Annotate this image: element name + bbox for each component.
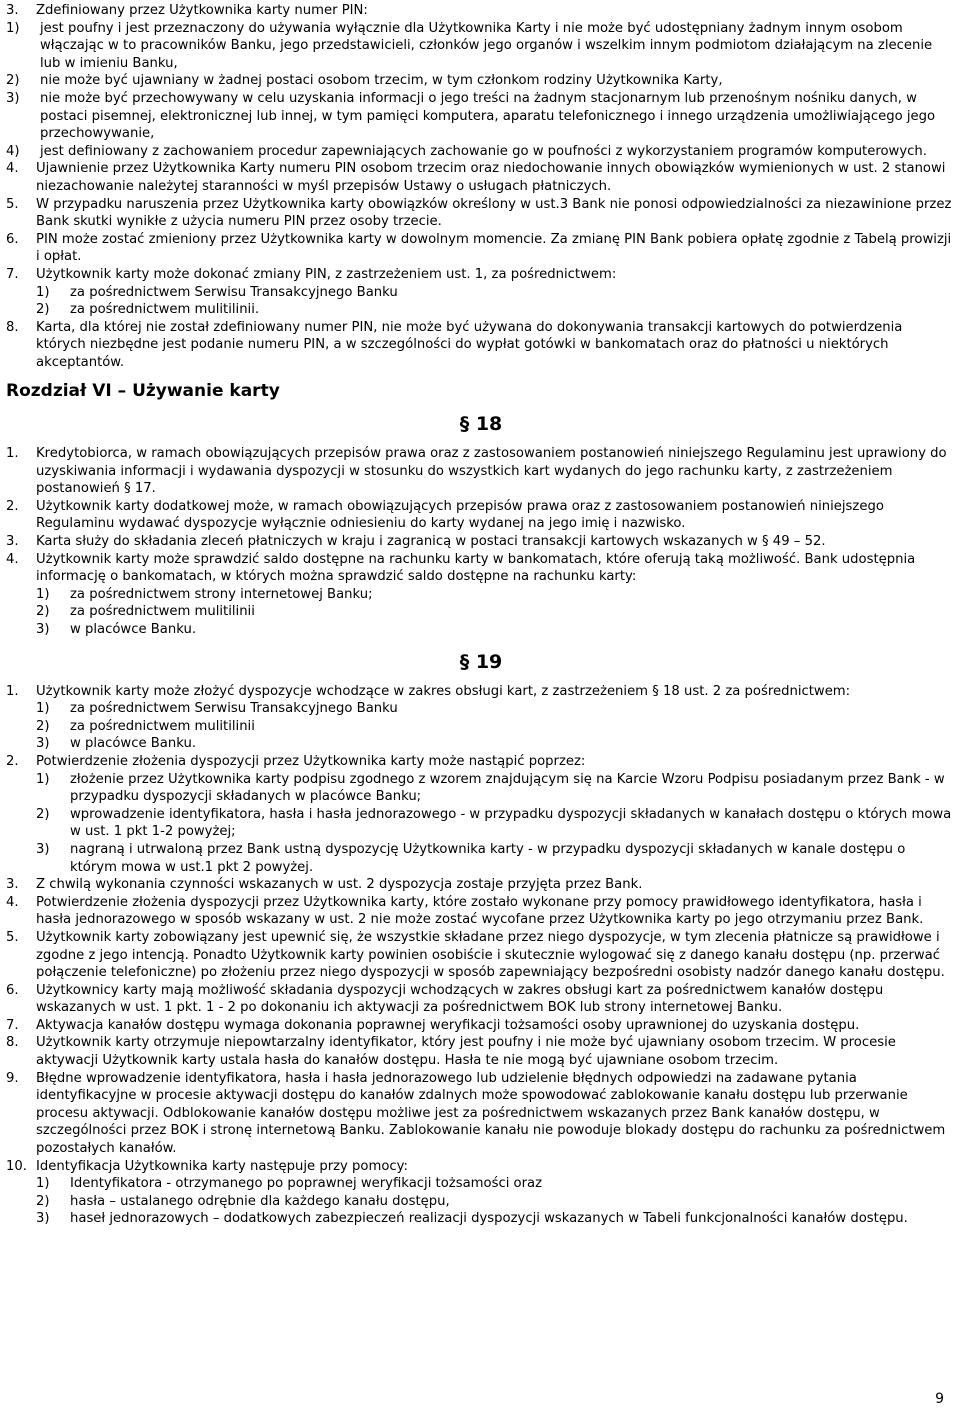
sub-item bbox=[36, 603, 956, 621]
sub-item bbox=[36, 718, 956, 736]
sub-item-number: 1) bbox=[36, 1176, 50, 1192]
item-text: Użytkownik karty może złożyć dyspozycje wchodzące w zakres obsługi kart, z zastrzeżeniem § 18 ust. 2 za pośrednictwem: bbox=[36, 683, 851, 699]
sub-item bbox=[6, 90, 956, 143]
item-number: 8. bbox=[6, 1035, 19, 1051]
sub-item-number: 1) bbox=[36, 771, 50, 787]
sub-item bbox=[36, 1193, 956, 1211]
sub-item-number: 2) bbox=[6, 73, 20, 89]
item-text: PIN może zostać zmieniony przez Użytkownika karty w dowolnym momencie. Za zmianę PIN Bank pobiera opłatę zgodnie z Tabelą prowizji i opłat. bbox=[36, 231, 952, 265]
list-item bbox=[6, 266, 956, 284]
sub-item-number: 3) bbox=[6, 90, 20, 106]
sub-item-text: jest definiowany z zachowaniem procedur zapewniających zachowanie go w poufności z wykorzystaniem programów komputerowych. bbox=[40, 143, 927, 159]
sub-item bbox=[36, 284, 956, 302]
sub-item bbox=[36, 700, 956, 718]
sub-item-text: za pośrednictwem Serwisu Transakcyjnego Banku bbox=[70, 701, 398, 717]
sub-item bbox=[6, 72, 956, 90]
item-number: 3. bbox=[6, 877, 19, 893]
item-number: 5. bbox=[6, 929, 19, 945]
list-item bbox=[6, 876, 956, 894]
item-text: Karta, dla której nie został zdefiniowany numer PIN, nie może być używana do dokonywania transakcji kartowych do potwierdzenia których niezbędne jest podanie numeru PIN, a w szczególności do wypłat gotówki w bankomatach oraz do płatności u niektórych akceptantów. bbox=[36, 319, 903, 370]
list-item bbox=[6, 1017, 956, 1035]
item-number: 5. bbox=[6, 196, 19, 212]
sub-item-text: nie może być przechowywany w celu uzyskania informacji o jego treści na żadnym stacjonarnym lub przenośnym nośniku danych, w postaci pisemnej, elektronicznej lub innej, w tym pamięci komputera, aparatu telefonicznego i innego urządzenia umożliwiającego jego przechowywanie, bbox=[40, 90, 936, 142]
item-number: 4. bbox=[6, 161, 19, 177]
list-item bbox=[6, 160, 956, 195]
sub-item-text: w placówce Banku. bbox=[70, 736, 197, 752]
item-text: Użytkownik karty może dokonać zmiany PIN, z zastrzeżeniem ust. 1, za pośrednictwem: bbox=[36, 266, 617, 282]
sub-item-text: za pośrednictwem strony internetowej Banku; bbox=[70, 586, 373, 602]
item-text: Aktywacja kanałów dostępu wymaga dokonania poprawnej weryfikacji tożsamości osoby uprawnionej do uzyskania dostępu. bbox=[36, 1017, 860, 1033]
sub-item-number: 2) bbox=[36, 718, 50, 734]
item-text: Kredytobiorca, w ramach obowiązujących przepisów prawa oraz z zastosowaniem postanowień niniejszego Regulaminu jest uprawiony do uzyskiwania informacji i wydawania dyspozycji w stosunku do wszystkich kart wydanych do jego rachunku karty, z zastrzeżeniem postanowień § 17. bbox=[36, 446, 947, 497]
list-item bbox=[6, 533, 956, 551]
sub-item-text: nie może być ujawniany w żadnej postaci osobom trzecim, w tym członkom rodziny Użytkownika Karty, bbox=[40, 73, 723, 89]
item-number: 1. bbox=[6, 446, 19, 462]
list-item bbox=[6, 319, 956, 372]
item-number: 4. bbox=[6, 551, 19, 567]
sub-item-text: nagraną i utrwaloną przez Bank ustną dyspozycję Użytkownika karty - w przypadku dyspozycji składanych w kanale dostępu o którym mowa w ust.1 pkt 2 powyżej. bbox=[70, 841, 906, 875]
sub-item bbox=[36, 1175, 956, 1193]
sub-item-text: za pośrednictwem mulitilinii. bbox=[70, 302, 260, 318]
list-item bbox=[6, 231, 956, 266]
sub-item bbox=[36, 806, 956, 841]
sub-item-number: 2) bbox=[36, 806, 50, 822]
sub-item bbox=[36, 301, 956, 319]
list-item bbox=[6, 1034, 956, 1069]
item-text: Identyfikacja Użytkownika karty następuje przy pomocy: bbox=[36, 1158, 408, 1174]
item-number: 9. bbox=[6, 1070, 19, 1086]
list-item bbox=[6, 1070, 956, 1158]
item-number: 6. bbox=[6, 231, 19, 247]
sub-item-text: za pośrednictwem mulitilinii bbox=[70, 604, 255, 620]
chapter-heading: Rozdział VI – Używanie karty bbox=[6, 381, 280, 402]
sub-item-number: 1) bbox=[36, 586, 50, 602]
sub-item bbox=[36, 621, 956, 639]
sub-item-number: 2) bbox=[36, 1193, 50, 1209]
item-text: Użytkownik karty zobowiązany jest upewnić się, że wszystkie składane przez niego dyspozycje, w tym zlecenia płatnicze są prawidłowe i zgodne z jego intencją. Ponadto Użytkownik karty powinien osobiście i skutecznie wylogować się z danego kanału dostępu (np. przerwać połączenie telefoniczne) po złożeniu przez niego dyspozycji w sposób zapewniający bezpośredni osobisty nadzór danego kanału dostępu. bbox=[36, 929, 945, 981]
list-item bbox=[6, 2, 956, 20]
list-item bbox=[6, 753, 956, 771]
list-item bbox=[6, 498, 956, 533]
item-text: Użytkownicy karty mają możliwość składania dyspozycji wchodzących w zakres obsługi kart za pośrednictwem kanałów dostępu wskazanych w ust. 1 pkt. 1 - 2 po dokonaniu ich aktywacji za pośrednictwem BOK lub strony internetowej Banku. bbox=[36, 982, 884, 1016]
page-number: 9 bbox=[935, 1391, 944, 1408]
list-item bbox=[6, 929, 956, 982]
item-number: 7. bbox=[6, 1017, 19, 1033]
sub-item-text: hasła – ustalanego odrębnie dla każdego kanału dostępu, bbox=[70, 1193, 450, 1209]
sub-item-number: 3) bbox=[36, 622, 50, 637]
list-item bbox=[6, 683, 956, 701]
item-number: 6. bbox=[6, 982, 19, 998]
sub-item-text: za pośrednictwem Serwisu Transakcyjnego Banku bbox=[70, 284, 398, 300]
list-item bbox=[6, 445, 956, 498]
item-text: Użytkownik karty może sprawdzić saldo dostępne na rachunku karty w bankomatach, które oferują taką możliwość. Bank udostępnia informację o bankomatach, w których można sprawdzić saldo dostępne na rachunku karty: bbox=[36, 551, 916, 585]
sub-item-number: 1) bbox=[36, 284, 50, 300]
sub-item-text: Identyfikatora - otrzymanego po poprawnej weryfikacji tożsamości oraz bbox=[70, 1176, 543, 1192]
list-item bbox=[6, 551, 956, 586]
item-text: Użytkownik karty dodatkowej może, w ramach obowiązujących przepisów prawa oraz z zastosowaniem postanowień niniejszego Regulaminu wydawać dyspozycje wyłącznie odniesieniu do karty wydanej na jego imię i nazwisko. bbox=[36, 498, 884, 532]
item-text: Potwierdzenie złożenia dyspozycji przez Użytkownika karty, które zostało wykonane przy pomocy prawidłowego identyfikatora, hasła i hasła jednorazowego w sposób wskazany w ust. 2 nie może zostać wycofane przez Użytkownika karty po jego otrzymaniu przez Bank. bbox=[36, 894, 924, 928]
sub-item bbox=[6, 20, 956, 73]
item-text: Użytkownik karty otrzymuje niepowtarzalny identyfikator, który jest poufny i nie może być ujawniany osobom trzecim. W procesie aktywacji Użytkownik karty ustala hasła do kanałów dostępu. Hasła te nie mogą być ujawniane osobom trzecim. bbox=[36, 1035, 896, 1069]
sub-item bbox=[36, 586, 956, 604]
item-number: 3. bbox=[6, 3, 19, 18]
item-number: 4. bbox=[6, 894, 19, 910]
list-item bbox=[6, 894, 956, 929]
item-text: Potwierdzenie złożenia dyspozycji przez Użytkownika karty może nastąpić poprzez: bbox=[36, 753, 586, 769]
sub-item bbox=[36, 841, 956, 876]
sub-item-number: 2) bbox=[36, 604, 50, 620]
item-text: Ujawnienie przez Użytkownika Karty numeru PIN osobom trzecim oraz niedochowanie innych obowiązków wymienionych w ust. 2 stanowi niezachowanie należytej staranności w myśl przepisów Ustawy o usługach płatniczych. bbox=[36, 161, 946, 194]
sub-item-number: 1) bbox=[36, 701, 50, 717]
sub-item-number: 3) bbox=[36, 841, 50, 857]
item-number: 2. bbox=[6, 498, 19, 514]
sub-item-number: 3) bbox=[36, 736, 50, 752]
sub-item-number: 1) bbox=[6, 20, 20, 36]
list-item bbox=[6, 1158, 956, 1176]
sub-item-number: 3) bbox=[36, 1211, 50, 1227]
sub-item bbox=[36, 771, 956, 806]
sub-item-text: za pośrednictwem mulitilinii bbox=[70, 718, 255, 734]
item-text: W przypadku naruszenia przez Użytkownika karty obowiązków określony w ust.3 Bank nie ponosi odpowiedzialności za niezawinione przez Bank skutki wynikłe z użycia numeru PIN przez osoby trzecie. bbox=[36, 196, 952, 230]
item-number: 10. bbox=[6, 1158, 27, 1174]
list-item bbox=[6, 196, 956, 231]
section-mark-18: § 18 bbox=[459, 413, 503, 436]
item-number: 3. bbox=[6, 534, 19, 550]
section-mark-19: § 19 bbox=[459, 650, 503, 673]
sub-item-text: jest poufny i jest przeznaczony do używania wyłącznie dla Użytkownika Karty i nie może być udostępniany żadnym innym osobom włączając w to pracowników Banku, jego przedstawicieli, członków jego organów i wszelkim innym podmiotom działającym na zlecenie lub w imieniu Banku, bbox=[40, 20, 933, 71]
item-text: Karta służy do składania zleceń płatniczych w kraju i zagranicą w postaci transakcji kartowych wskazanych w § 49 – 52. bbox=[36, 534, 826, 550]
item-text: Z chwilą wykonania czynności wskazanych w ust. 2 dyspozycja zostaje przyjęta przez Bank. bbox=[36, 877, 643, 893]
sub-item-number: 2) bbox=[36, 302, 50, 318]
item-number: 7. bbox=[6, 266, 19, 282]
sub-item bbox=[36, 735, 956, 753]
item-text: Zdefiniowany przez Użytkownika karty numer PIN: bbox=[36, 3, 368, 18]
sub-item-text: złożenie przez Użytkownika karty podpisu zgodnego z wzorem znajdującym się na Karcie Wzoru Podpisu posiadanym przez Bank - w przypadku dyspozycji składanych w placówce Banku; bbox=[70, 771, 945, 805]
item-number: 2. bbox=[6, 753, 19, 769]
sub-item-text: w placówce Banku. bbox=[70, 622, 197, 637]
sub-item-text: wprowadzenie identyfikatora, hasła i hasła jednorazowego - w przypadku dyspozycji składanych w kanałach dostępu o których mowa w ust. 1 pkt 1-2 powyżej; bbox=[70, 806, 952, 840]
item-number: 1. bbox=[6, 683, 19, 699]
item-number: 8. bbox=[6, 319, 19, 335]
sub-item-number: 4) bbox=[6, 143, 20, 159]
document-page bbox=[6, 2, 956, 1228]
list-item bbox=[6, 982, 956, 1017]
sub-item-text: haseł jednorazowych – dodatkowych zabezpieczeń realizacji dyspozycji wskazanych w Tabeli funkcjonalności kanałów dostępu. bbox=[70, 1211, 908, 1227]
item-text: Błędne wprowadzenie identyfikatora, hasła i hasła jednorazowego lub udzielenie błędnych odpowiedzi na zadawane pytania identyfikacyjne w procesie aktywacji dostępu do kanałów zdalnych może spowodować zablokowanie kanału dostępu lub przerwanie procesu aktywacji. Odblokowanie kanałów dostępu możliwe jest za pośrednictwem wskazanych przez Bank kanałów dostępu, w szczególności przez BOK i stronę internetową Banku. Zablokowanie kanału nie powoduje blokady dostępu do rachunku za pośrednictwem pozostałych kanałów. bbox=[36, 1070, 946, 1157]
sub-item bbox=[36, 1210, 956, 1228]
sub-item bbox=[6, 143, 956, 161]
